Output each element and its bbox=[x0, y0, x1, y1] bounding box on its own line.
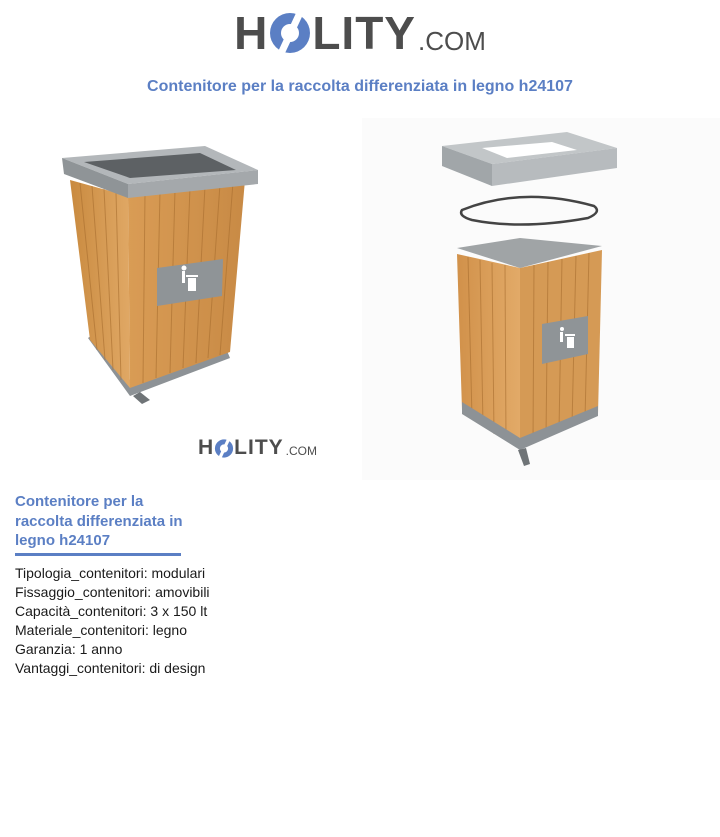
product-image-exploded[interactable] bbox=[362, 118, 720, 480]
product-image-assembled[interactable] bbox=[0, 118, 310, 438]
page-title: Contenitore per la raccolta differenziata in legno h24107 bbox=[147, 78, 573, 95]
small-logo-lity: LITY bbox=[234, 436, 284, 459]
logo-o-icon bbox=[268, 10, 312, 56]
spec-item: Garanzia: 1 anno bbox=[15, 641, 123, 657]
spec-item: Fissaggio_contenitori: amovibili bbox=[15, 584, 210, 600]
holity-logo[interactable] bbox=[234, 7, 486, 59]
product-image-logo bbox=[198, 437, 317, 459]
spec-item: Vantaggi_contenitori: di design bbox=[15, 660, 206, 676]
small-logo-o-icon bbox=[214, 438, 234, 459]
header-logo[interactable] bbox=[0, 7, 720, 70]
logo-domain: .COM bbox=[418, 26, 486, 56]
spec-item: Capacità_contenitori: 3 x 150 lt bbox=[15, 603, 208, 619]
spec-value: legno bbox=[152, 622, 188, 638]
spec-label: Vantaggi_contenitori bbox=[15, 660, 142, 676]
spec-value: di design bbox=[149, 660, 206, 676]
logo-h: H bbox=[234, 7, 269, 59]
spec-label: Capacità_contenitori bbox=[15, 603, 143, 619]
product-name: Contenitore per la raccolta differenziata in legno h24107 bbox=[15, 493, 183, 549]
spec-label: Tipologia_contenitori bbox=[15, 565, 144, 581]
spec-label: Fissaggio_contenitori bbox=[15, 584, 148, 600]
small-logo-domain: .COM bbox=[285, 444, 318, 458]
title-divider bbox=[15, 553, 181, 556]
logo-lity: LITY bbox=[312, 7, 416, 59]
spec-value: modulari bbox=[151, 565, 206, 581]
spec-value: 3 x 150 lt bbox=[150, 603, 208, 619]
spec-list bbox=[15, 564, 210, 678]
spec-value: amovibili bbox=[155, 584, 210, 600]
small-logo-h: H bbox=[198, 436, 215, 459]
spec-item: Tipologia_contenitori: modulari bbox=[15, 565, 206, 581]
spec-label: Garanzia bbox=[15, 641, 72, 657]
spec-item: Materiale_contenitori: legno bbox=[15, 622, 188, 638]
spec-value: 1 anno bbox=[79, 641, 123, 657]
spec-label: Materiale_contenitori bbox=[15, 622, 145, 638]
